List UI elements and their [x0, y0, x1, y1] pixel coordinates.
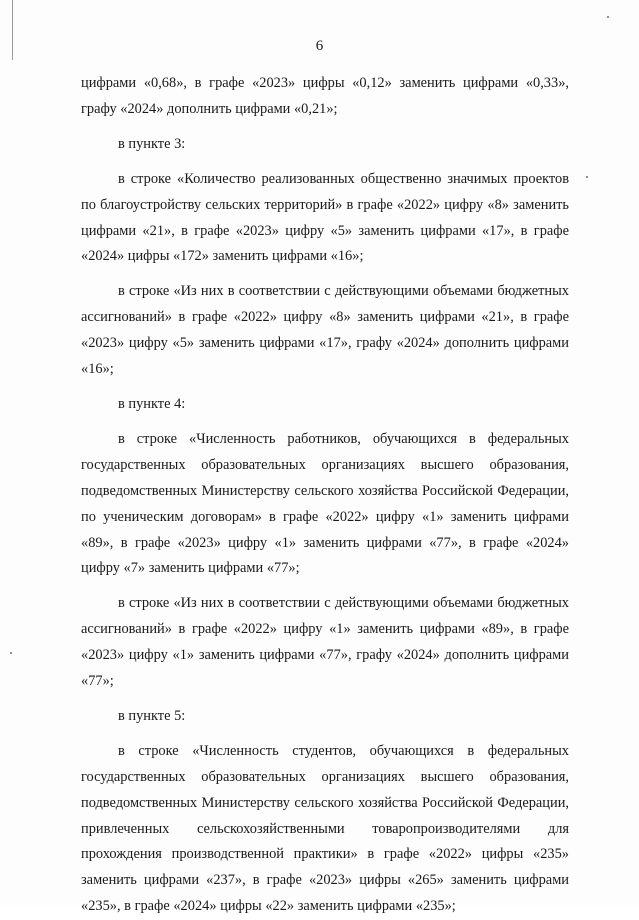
- paragraph-item-5-students: в строке «Численность студентов, обучающихся в федеральных государственных образовательных организациях высшего образования, подведомственных Министерству сельского хозяйства Российской Федерации, привлеченных сельскохозяйственными товаропроизводителями для прохождения производственной практики» в графе «2022» цифры «235» заменить цифрами «237», в графе «2023» цифры «265» заменить цифрами «235», в графе «2024» цифры «22» заменить цифрами «235»;: [81, 742, 569, 915]
- scan-speck: [607, 16, 609, 18]
- paragraph-item-4-heading: в пункте 4:: [118, 395, 186, 412]
- paragraph-item-3-budget: в строке «Из них в соответствии с действующими объемами бюджетных ассигнований» в графе «2022» цифру «8» заменить цифрами «21», в графе «2023» цифру «5» заменить цифрами «17», графу «2024» дополнить цифрами «16»;: [81, 283, 569, 378]
- page-number: 6: [315, 38, 324, 54]
- paragraph-item-5-heading: в пункте 5:: [118, 707, 186, 724]
- paragraph-item-3-heading: в пункте 3:: [118, 135, 186, 152]
- paragraph-continuation: цифрами «0,68», в графе «2023» цифры «0,12» заменить цифрами «0,33», графу «2024» дополнить цифрами «0,21»;: [81, 75, 569, 117]
- paragraph-item-4-budget: в строке «Из них в соответствии с действующими объемами бюджетных ассигнований» в графе «2022» цифру «1» заменить цифрами «89», в графе «2023» цифру «1» заменить цифрами «77», графу «2024» дополнить цифрами «77»;: [81, 595, 569, 690]
- scan-speck: [10, 652, 12, 654]
- paragraph-item-4-workers: в строке «Численность работников, обучающихся в федеральных государственных образовательных организациях высшего образования, подведомственных Министерству сельского хозяйства Российской Федерации, по ученическим договорам» в графе «2022» цифру «1» заменить цифрами «89», в графе «2023» цифру «1» заменить цифрами «77», в графе «2024» цифру «7» заменить цифрами «77»;: [81, 430, 569, 577]
- document-body: [81, 71, 569, 920]
- paragraph-item-3-projects: в строке «Количество реализованных общественно значимых проектов по благоустройству сельских территорий» в графе «2022» цифру «8» заменить цифрами «21», в графе «2023» цифру «5» заменить цифрами «17», в графе «2024» цифры «172» заменить цифрами «16»;: [81, 170, 569, 265]
- scan-speck: [586, 176, 588, 178]
